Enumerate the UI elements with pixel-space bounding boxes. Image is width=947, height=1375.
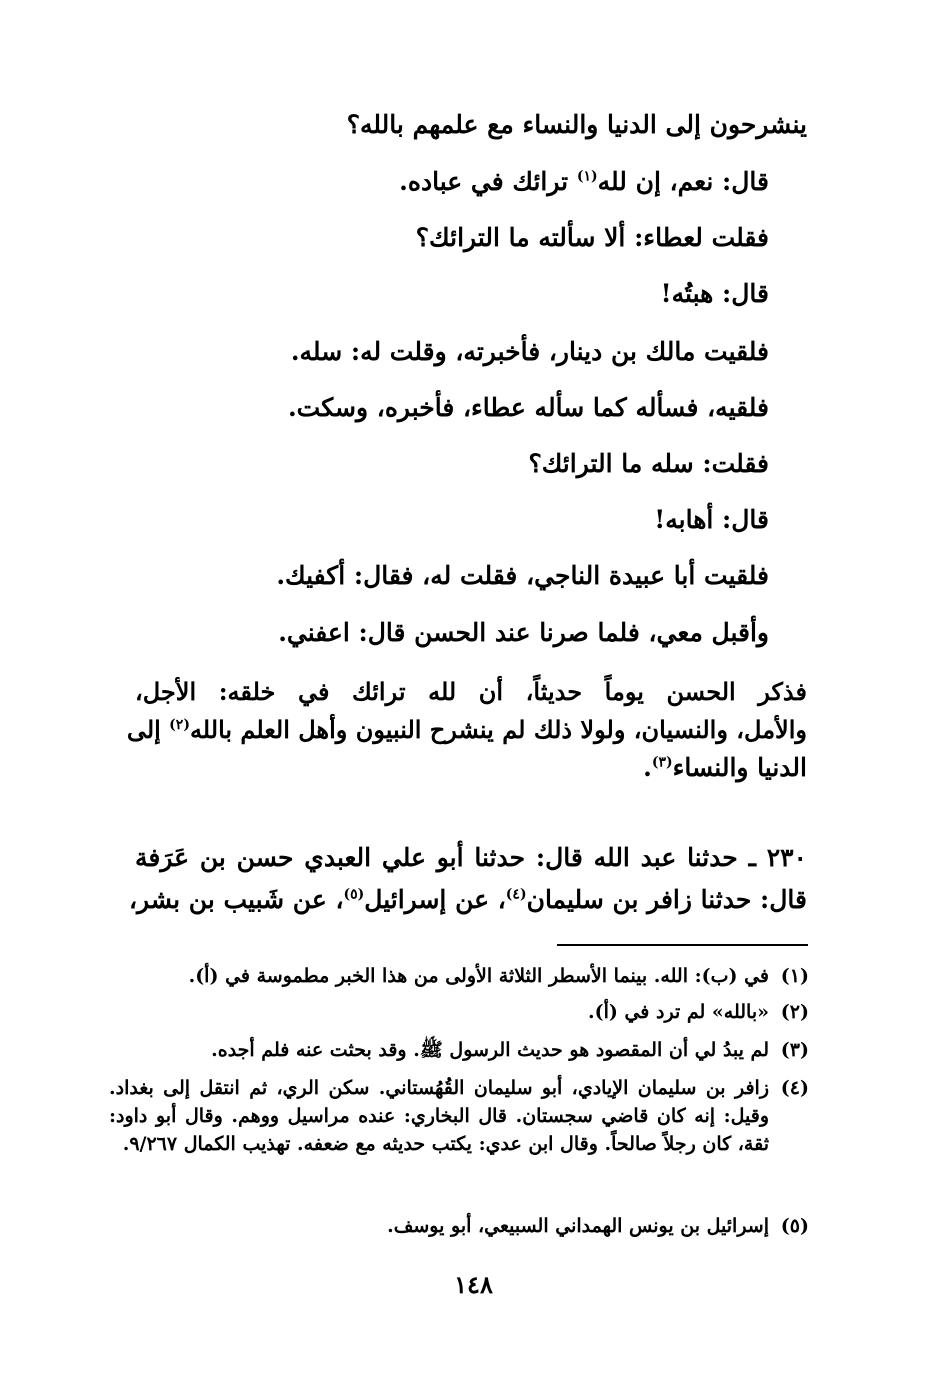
text-line: قال: نعم، إن لله$^{(١)}$ ترائك في عباده. xyxy=(399,167,769,196)
hadith-number: ٢٣٠ xyxy=(766,843,807,872)
text-line: فلقيت مالك بن دينار، فأخبرته، وقلت له: سله. xyxy=(290,337,769,366)
footnote-ref[interactable]: (٥) xyxy=(343,886,365,903)
footnote-ref[interactable]: (٤) xyxy=(505,886,527,903)
text-line: فلقيت أبا عبيدة الناجي، فقلت له، فقال: أكفيك. xyxy=(276,561,769,590)
footnote-text: في (ب): الله. بينما الأسطر الثلاثة الأولى من هذا الخبر مطموسة في (أ). xyxy=(188,965,769,987)
footnote-ref[interactable]: (٣) xyxy=(651,754,673,771)
page-number: ١٤٨ xyxy=(454,1270,493,1299)
footnote-text: زافر بن سليمان الإيادي، أبو سليمان القُهُستاني. سكن الري، ثم انتقل إلى بغداد. وقيل: إنه كان قاضي سجستان. قال البخاري: عنده مراسيل ووهم. وقال أبو داود: ثقة، كان رجلاً صالحاً. وقال ابن عدي: يكتب حديثه مع ضعفه. تهذيب الكمال ٩/٢٦٧. xyxy=(109,1077,769,1155)
footnote-4 xyxy=(109,1074,809,1158)
footnote-2 xyxy=(109,998,809,1026)
footnote-1 xyxy=(109,962,809,990)
text-line: وأقبل معي، فلما صرنا عند الحسن قال: اعفني. xyxy=(278,618,769,647)
text-line: قال: حدثنا زافر بن سليمان$^{(٤)}$، عن إسرائيل$^{(٥)}$، عن شَبيب بن بشر، xyxy=(128,885,807,914)
footnote-mark: (٤) xyxy=(780,1077,809,1099)
footnote-5 xyxy=(109,1212,809,1240)
text-line: قال: أهابه! xyxy=(654,505,769,534)
footnote-text: لم يبدُ لي أن المقصود هو حديث الرسول ﷺ. وقد بحثت عنه فلم أجده. xyxy=(211,1039,769,1061)
footnote-mark: (١) xyxy=(780,965,809,987)
text-line: قال: هبتُه! xyxy=(660,279,769,308)
footnote-text: «بالله» لم ترد في (أ). xyxy=(587,1001,769,1023)
text-line: فذكر الحسن يوماً حديثاً، أن لله ترائك في خلقه: الأجل، xyxy=(135,677,807,706)
footnote-mark: (٣) xyxy=(780,1039,809,1061)
text-line: الدنيا والنساء$^{(٣)}$. xyxy=(643,753,807,782)
footnote-text: إسرائيل بن يونس الهمداني السبيعي، أبو يوسف. xyxy=(387,1215,769,1237)
text-line: فلقيه، فسأله كما سأله عطاء، فأخبره، وسكت. xyxy=(287,393,769,422)
hadith-heading: ٢٣٠ ـ حدثنا عبد الله قال: حدثنا أبو علي العبدي حسن بن عَرَفة xyxy=(135,843,807,872)
footnote-ref[interactable]: (٢) xyxy=(169,717,190,733)
footnote-mark: (٢) xyxy=(780,1001,809,1023)
footnote-divider xyxy=(557,944,808,946)
text-line: ينشرحون إلى الدنيا والنساء مع علمهم بالله؟ xyxy=(346,110,807,139)
footnote-3 xyxy=(109,1036,809,1064)
footnote-ref[interactable]: (١) xyxy=(576,168,598,185)
text-line: فقلت لعطاء: ألا سألته ما الترائك؟ xyxy=(415,223,769,252)
text-line: فقلت: سله ما الترائك؟ xyxy=(528,449,769,478)
text-line: والأمل، والنسيان، ولولا ذلك لم ينشرح النبيون وأهل العلم بالله$^{(٢)}$ إلى xyxy=(126,715,807,744)
footnote-mark: (٥) xyxy=(780,1215,809,1237)
